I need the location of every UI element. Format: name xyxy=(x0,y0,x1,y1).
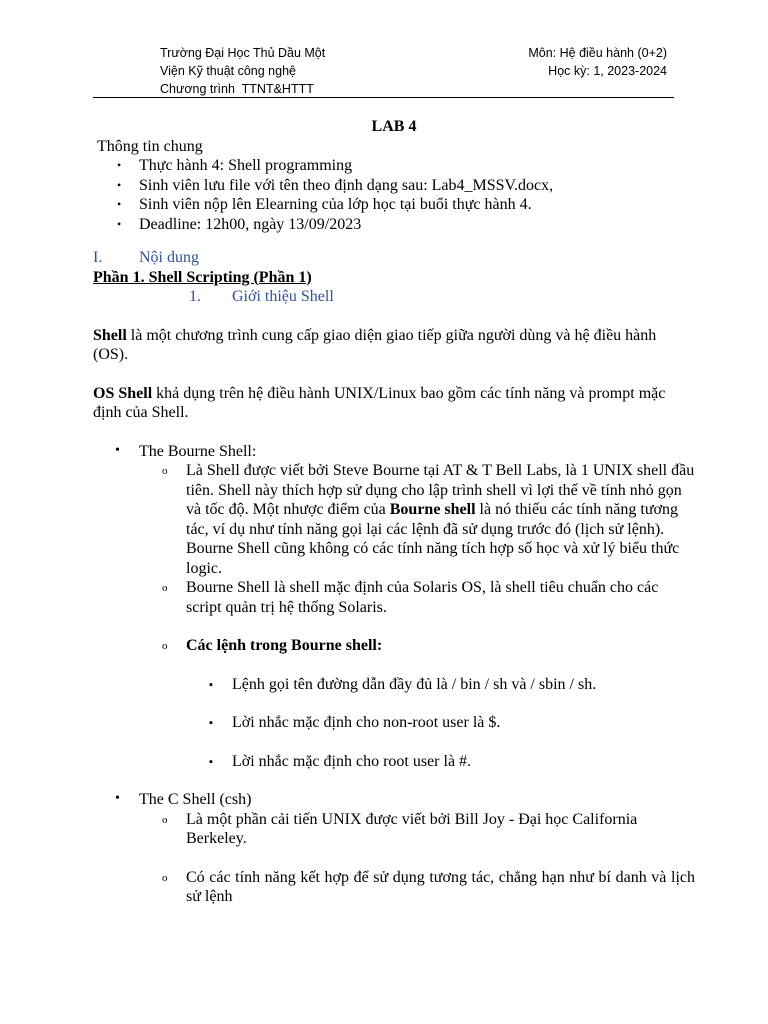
circle-bullet-icon: o xyxy=(162,813,168,826)
os-shell-paragraph: OS Shell khả dụng trên hệ điều hành UNIX/Linux bao gồm các tính năng và prompt mặc định của Shell. xyxy=(93,384,666,421)
bullet-icon: • xyxy=(115,442,120,458)
general-info-heading: Thông tin chung xyxy=(97,137,203,155)
program-name: Chương trình TTNT&HTTT xyxy=(160,82,314,96)
bourne-sublist xyxy=(139,461,695,771)
bullet-icon: • xyxy=(117,216,122,231)
bourne-title: The Bourne Shell: xyxy=(139,442,257,460)
bullet-icon: • xyxy=(117,177,122,192)
list-item: • Thực hành 4: Shell programming xyxy=(117,157,353,174)
header-row-1 xyxy=(160,44,667,62)
list-item: • Deadline: 12h00, ngày 13/09/2023 xyxy=(117,215,362,233)
subsection-number: 1. xyxy=(189,288,201,305)
school-name: Trường Đại Học Thủ Dầu Một xyxy=(160,46,326,60)
header-row-2 xyxy=(160,62,667,80)
list-item-bourne xyxy=(115,442,695,772)
subsection-heading xyxy=(189,287,695,307)
semester: Học kỳ: 1, 2023-2024 xyxy=(548,64,667,78)
section-heading xyxy=(93,248,695,268)
list-item: o Là một phần cải tiến UNIX được viết bởi Bill Joy - Đại học California Berkeley. xyxy=(162,810,638,847)
list-item: ▪ Lời nhắc mặc định cho root user là #. xyxy=(232,752,695,772)
square-bullet-icon: ▪ xyxy=(209,755,213,768)
list-item: ▪ Lệnh gọi tên đường dẫn đầy đủ là / bin / sh và / sbin / sh. xyxy=(232,675,695,695)
bullet-icon: • xyxy=(117,158,122,172)
document-body xyxy=(93,117,695,907)
part-heading: Phần 1. Shell Scripting (Phần 1) xyxy=(93,268,312,286)
list-item: o Bourne Shell là shell mặc định của Solaris OS, là shell tiêu chuẩn cho các script quản trị hệ thống Solaris. xyxy=(162,579,659,616)
section-title: Nội dung xyxy=(139,249,199,266)
circle-bullet-icon: o xyxy=(162,582,168,594)
subsection-title: Giới thiệu Shell xyxy=(232,288,334,305)
general-info-list xyxy=(93,156,695,234)
list-item: • Sinh viên lưu file với tên theo định dạng sau: Lab4_MSSV.docx, xyxy=(117,176,554,194)
bourne-commands-list xyxy=(186,675,695,772)
list-item-cshell xyxy=(115,790,695,907)
circle-bullet-icon: o xyxy=(162,465,168,477)
institute-name: Viện Kỹ thuật công nghệ xyxy=(160,64,296,78)
list-item: o Các lệnh trong Bourne shell: ▪ Lệnh gọi tên đường dẫn đầy đủ là / bin / sh và / sbin / sh. ▪ Lời nhắc mặc định cho non-root user là $. ▪ Lời nhắc mặc định cho root user là #. xyxy=(186,636,695,771)
bullet-icon: • xyxy=(117,197,122,211)
circle-bullet-icon: o xyxy=(162,640,168,652)
cshell-title: The C Shell (csh) xyxy=(139,791,252,808)
cshell-sublist xyxy=(139,810,695,907)
page-title: LAB 4 xyxy=(371,118,417,135)
square-bullet-icon: ▪ xyxy=(209,678,213,691)
list-item: • Sinh viên nộp lên Elearning của lớp học tại buổi thực hành 4. xyxy=(117,196,532,213)
list-item: o Có các tính năng kết hợp để sử dụng tương tác, chẳng hạn như bí danh và lịch sử lệnh xyxy=(162,868,695,905)
shell-paragraph: Shell là một chương trình cung cấp giao diện giao tiếp giữa người dùng và hệ điều hành (OS). xyxy=(93,326,657,363)
list-item: o Là Shell được viết bởi Steve Bourne tại AT & T Bell Labs, là 1 UNIX shell đầu tiên. Shell này thích hợp sử dụng cho lập trình shell vì lợi thế về tính nhỏ gọn và tốc độ. Một nhược điểm của Bourne shell là nó thiếu các tính năng tương tác, ví dụ như tính năng gọi lại các lệnh đã sử dụng trước đó (lịch sử lệnh). Bourne Shell cũng không có các tính năng tích hợp số học và xử lý biểu thức logic. xyxy=(162,462,695,577)
bullet-icon: • xyxy=(115,791,120,806)
shell-types-list xyxy=(93,442,695,907)
header-divider xyxy=(93,97,674,98)
document-header xyxy=(160,44,667,98)
section-number: I. xyxy=(93,249,103,266)
square-bullet-icon: ▪ xyxy=(209,717,213,729)
course-name: Môn: Hệ điều hành (0+2) xyxy=(528,46,667,60)
header-row-3 xyxy=(160,80,667,98)
list-item: ▪ Lời nhắc mặc định cho non-root user là $. xyxy=(232,713,695,733)
circle-bullet-icon: o xyxy=(162,871,168,884)
